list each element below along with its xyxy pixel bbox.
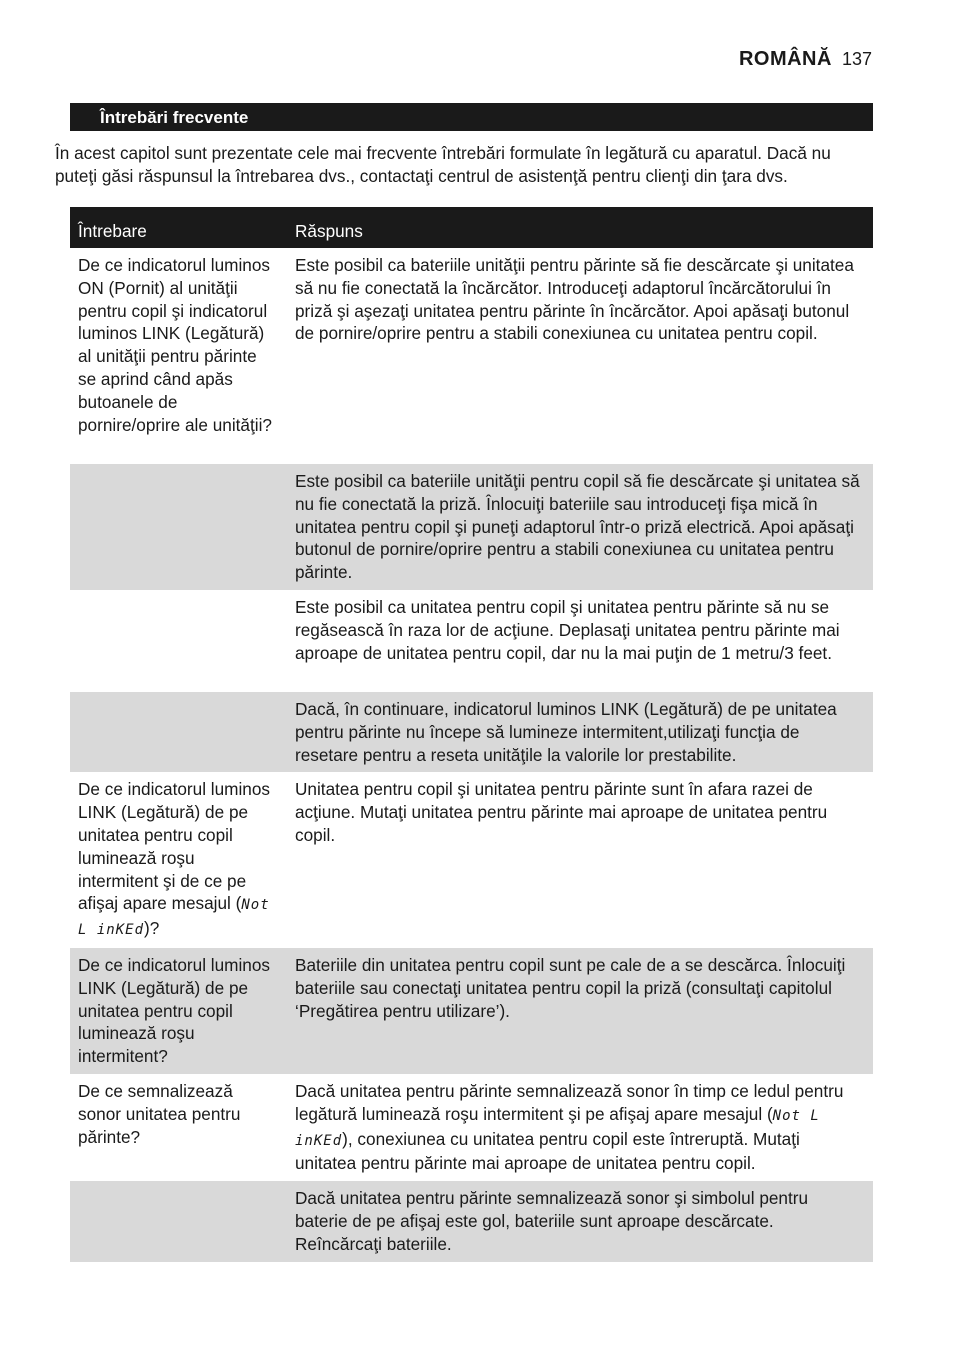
lcd-message: Not L inKEd xyxy=(78,897,270,939)
question-cell xyxy=(70,772,287,948)
answer-text: Dacă unitatea pentru părinte semnalizează sonor în timp ce ledul pentru legătură luminează roşu intermitent şi pe afişaj apare mesajul ( xyxy=(295,1080,844,1124)
question-cell xyxy=(70,590,287,692)
page-number: 137 xyxy=(841,49,872,69)
answer-cell: Dacă unitatea pentru părinte semnalizează sonor şi simbolul pentru baterie de pe afişaj este gol, bateriile sunt aproape descărcate. Reîncărcaţi bateriile. xyxy=(287,1181,873,1261)
answer-cell: Este posibil ca bateriile unităţii pentru copil să fie descărcate şi unitatea să nu fie conectată la priză. Înlocuiţi bateriile sau introduceţi fişa mică în unitatea pentru copil şi puneţi adaptorul într-o priză electrică. Apoi apăsaţi butonul de pornire/oprire pentru a stabili conexiunea cu unitatea pentru părinte. xyxy=(287,464,873,590)
question-cell: De ce semnalizează sonor unitatea pentru părinte? xyxy=(78,1080,241,1147)
question-cell xyxy=(70,464,287,590)
question-cell xyxy=(70,1181,287,1261)
question-cell: De ce indicatorul luminos ON (Pornit) al unităţii pentru copil şi indicatorul luminos LINK (Legătură) al unităţii pentru părinte se aprind când apăs butoanele de pornire/oprire ale unităţii? xyxy=(78,255,272,435)
column-header-question: Întrebare xyxy=(70,207,287,248)
section-title-bar xyxy=(70,103,873,131)
answer-cell: Dacă, în continuare, indicatorul luminos LINK (Legătură) de pe unitatea pentru părinte nu începe să lumineze intermitent,utilizaţi funcţia de resetare pentru a reseta unităţile la valorile lor prestabilite. xyxy=(287,692,873,772)
answer-cell: Bateriile din unitatea pentru copil sunt pe cale de a se descărca. Înlocuiţi bateriile sau conectaţi unitatea pentru copil la priză (consultaţi capitolul ‘Pregătirea pentru utilizare’). xyxy=(287,948,873,1074)
table-row xyxy=(70,590,873,692)
language-label: ROMÂNĂ xyxy=(738,48,832,70)
lcd-message: Not L inKEd xyxy=(295,1107,820,1149)
answer-text-end: ), conexiunea cu unitatea pentru copil este întreruptă. Mutaţi unitatea pentru părinte mai aproape de unitatea pentru copil. xyxy=(295,1128,800,1174)
page-header xyxy=(739,48,872,71)
faq-table xyxy=(70,207,873,1262)
table-row xyxy=(70,1074,873,1181)
answer-cell xyxy=(287,1074,873,1181)
intro-paragraph: În acest capitol sunt prezentate cele mai frecvente întrebări formulate în legătură cu aparatul. Dacă nu puteţi găsi răspunsul la întrebarea dvs., contactaţi centrul de asistenţă pentru clienţi din ţara dvs. xyxy=(55,143,831,186)
table-row xyxy=(70,1181,873,1261)
section-title: Întrebări frecvente xyxy=(100,108,249,127)
question-cell xyxy=(70,692,287,772)
table-row xyxy=(70,464,873,590)
answer-cell: Este posibil ca unitatea pentru copil şi unitatea pentru părinte să nu se regăsească în raza lor de acţiune. Deplasaţi unitatea pentru părinte mai aproape de unitatea pentru copil, dar nu la mai puţin de 1 metru/3 feet. xyxy=(295,596,840,663)
question-text-end: )? xyxy=(144,918,160,939)
table-row xyxy=(70,692,873,772)
question-text: De ce indicatorul luminos LINK (Legătură) de pe unitatea pentru copil luminează roşu intermitent şi de ce pe afişaj apare mesajul ( xyxy=(78,779,271,914)
question-cell: De ce indicatorul luminos LINK (Legătură) de pe unitatea pentru copil luminează roşu intermitent? xyxy=(70,948,287,1074)
table-header-row xyxy=(70,207,873,248)
column-header-answer: Răspuns xyxy=(287,207,873,248)
answer-cell: Este posibil ca bateriile unităţii pentru părinte să fie descărcate şi unitatea să nu fie conectată la încărcător. Introduceţi adaptorul încărcătorului în priză şi aşezaţi unitatea pentru părinte în încărcător. Apoi apăsaţi butonul de pornire/oprire pentru a stabili conexiunea cu unitatea pentru copil. xyxy=(295,255,854,344)
table-row xyxy=(70,248,873,464)
table-row xyxy=(70,772,873,948)
table-row xyxy=(70,948,873,1074)
answer-cell: Unitatea pentru copil şi unitatea pentru părinte sunt în afara razei de acţiune. Mutaţi unitatea pentru părinte mai aproape de unitatea pentru copil. xyxy=(295,779,828,845)
